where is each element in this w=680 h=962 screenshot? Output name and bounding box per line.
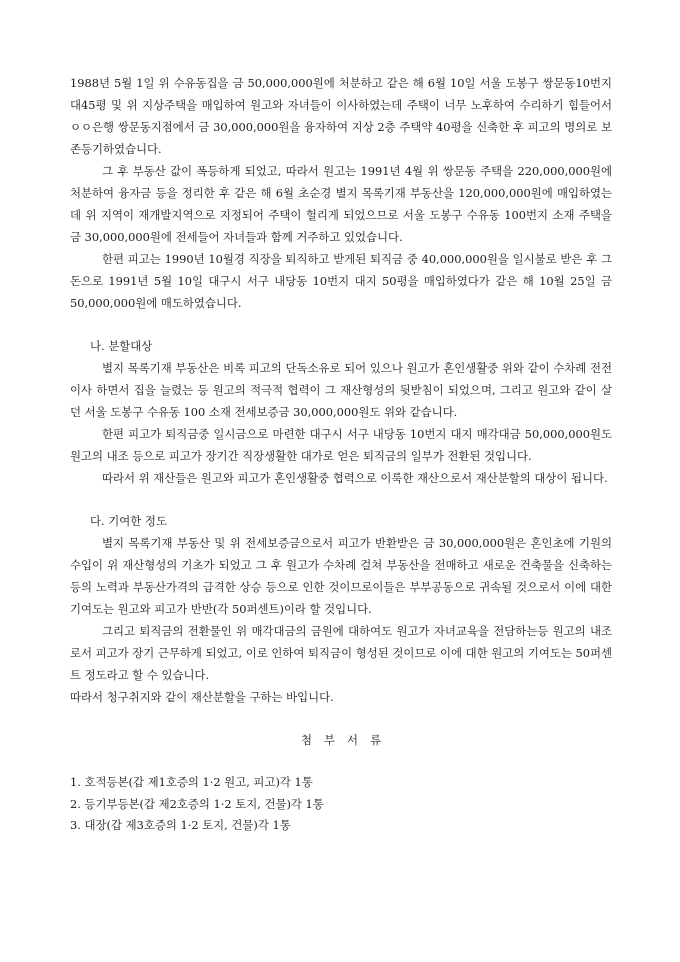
spacer bbox=[70, 314, 612, 335]
intro-paragraph-2: 그 후 부동산 값이 폭등하게 되었고, 따라서 원고는 1991년 4월 위 쌍문동 주택을 220,000,000원에 처분하여 융자금 등을 정리한 후 같은 해 6월 초순경 별지 목록기재 부동산을 120,000,000원에 매입하였는데 위 지역이 재개발지역으로 지정되어 주택이 헐리게 되었으므로 서울 도봉구 수유동 100번지 소재 주택을 금 30,000,000원에 전세들어 자녀들과 함께 거주하고 있었습니다. bbox=[70, 164, 612, 244]
spacer bbox=[70, 708, 612, 729]
spacer bbox=[70, 751, 612, 772]
closing-sentence: 따라서 청구취지와 같이 재산분할을 구하는 바입니다. bbox=[70, 690, 334, 704]
attachment-item-1: 1. 호적등본(갑 제1호증의 1·2 원고, 피고)각 1통 bbox=[70, 775, 313, 789]
attachment-item-2: 2. 등기부등본(갑 제2호증의 1·2 토지, 건물)각 1통 bbox=[70, 796, 324, 811]
intro-paragraph-1: 1988년 5월 1일 위 수유동집을 금 50,000,000원에 처분하고 같은 해 6월 10일 서울 도봉구 쌍문동10번지 대45평 및 위 지상주택을 매입하여 원고와 자녀들이 이사하였는데 주택이 너무 노후하여 수리하기 힘들어서 ㅇㅇ은행 쌍문동지점에서 금 30,000,000원을 융자하여 지상 2층 주택약 40평을 신축한 후 피고의 명의로 보존등기하였습니다. bbox=[70, 76, 612, 156]
section-da-heading: 다. 기여한 정도 bbox=[90, 514, 167, 528]
intro-paragraph-3: 한편 피고는 1990년 10월경 직장을 퇴직하고 받게된 퇴직금 중 40,000,000원을 일시불로 받은 후 그 돈으로 1991년 5월 10일 대구시 서구 내당동 10번지 대지 50평을 매입하였다가 같은 해 10월 25일 금 50,000,000원에 매도하였습니다. bbox=[70, 252, 612, 310]
section-na-heading: 나. 분할대상 bbox=[90, 339, 153, 353]
section-da-paragraph-2: 그리고 퇴직금의 전환물인 위 매각대금의 금원에 대하여도 원고가 자녀교육을 전담하는등 원고의 내조로서 피고가 장기 근무하게 되었고, 이로 인하여 퇴직금이 형성된 것이므로 이에 대한 원고의 기여도는 50퍼센트 정도라고 할 수 있습니다. bbox=[70, 624, 612, 682]
section-na-paragraph-3: 따라서 위 재산들은 원고와 피고가 혼인생활중 협력으로 이룩한 재산으로서 재산분할의 대상이 됩니다. bbox=[102, 471, 608, 485]
attachments-title: 첨부서류 bbox=[300, 733, 393, 747]
attachment-item-3: 3. 대장(갑 제3호증의 1·2 토지, 건물)각 1통 bbox=[70, 818, 291, 832]
section-da-paragraph-1: 별지 목록기재 부동산 및 위 전세보증금으로서 피고가 반환받은 금 30,000,000원은 혼인초에 기원의 수입이 위 재산형성의 기초가 되었고 그 후 원고가 수차례 걸쳐 부동산을 전매하고 새로운 건축물을 신축하는 등의 노력과 부동산가격의 급격한 상승 등으로 인한 것이므로이들은 부부공동으로 귀속될 것으로서 이에 대한 기여도는 원고와 피고가 반반(각 50퍼센트)이라 할 것입니다. bbox=[70, 536, 612, 616]
spacer bbox=[70, 489, 612, 510]
section-na-paragraph-2: 한편 피고가 퇴직금중 일시금으로 마련한 대구시 서구 내당동 10번지 대지 매각대금 50,000,000원도 원고의 내조 등으로 피고가 장기간 직장생활한 대가로 얻은 퇴직금의 일부가 전환된 것입니다. bbox=[70, 427, 612, 463]
section-na-paragraph-1: 별지 목록기재 부동산은 비록 피고의 단독소유로 되어 있으나 원고가 혼인생활중 위와 같이 수차례 전전이사 하면서 집을 늘렸는 등 원고의 적극적 협력이 그 재산형성의 뒷받침이 되었으며, 그리고 원고와 같이 살던 서울 도봉구 수유동 100 소재 전세보증금 30,000,000원도 위와 같습니다. bbox=[70, 361, 612, 419]
document-page bbox=[70, 72, 612, 837]
